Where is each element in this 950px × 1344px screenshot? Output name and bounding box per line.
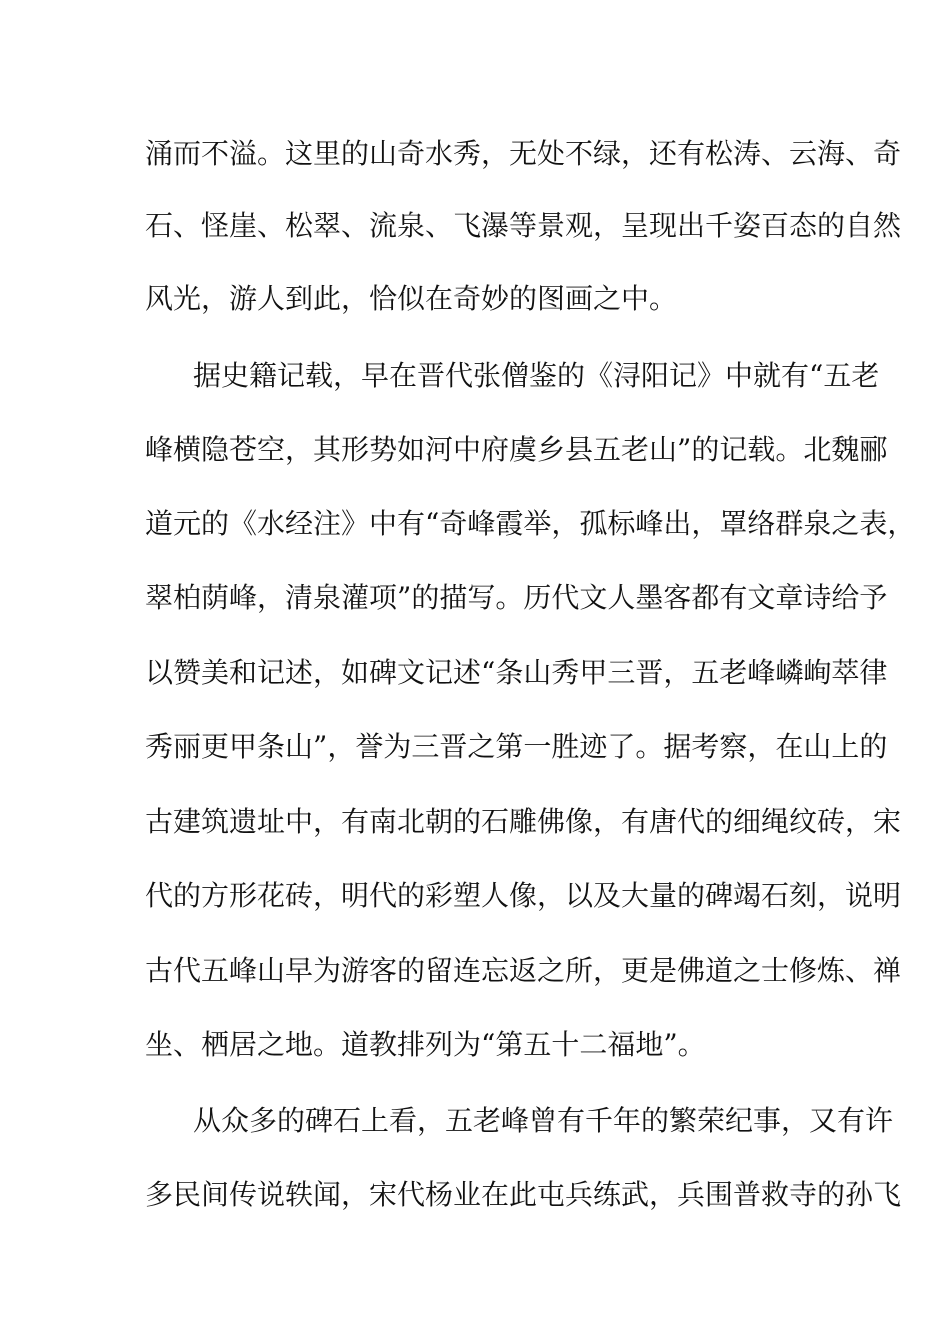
text-line: 石、怪崖、松翠、流泉、飞瀑等景观，呈现出千姿百态的自然 [145, 209, 902, 242]
text-line: 代的方形花砖，明代的彩塑人像，以及大量的碑竭石刻，说明 [145, 879, 902, 912]
paragraph-first-line: 据史籍记载，早在晋代张僧鉴的《浔阳记》中就有“五老 [193, 359, 880, 392]
text-line: 坐、栖居之地。道教排列为“第五十二福地”。 [145, 1028, 706, 1061]
text-line: 秀丽更甲条山”，誉为三晋之第一胜迹了。据考察，在山上的 [145, 730, 888, 763]
text-line: 古代五峰山早为游客的留连忘返之所，更是佛道之士修炼、禅 [145, 954, 902, 987]
text-line: 道元的《水经注》中有“奇峰霞举，孤标峰出，罩络群泉之表， [145, 507, 916, 540]
text-line: 翠柏荫峰，清泉灌项”的描写。历代文人墨客都有文章诗给予 [145, 581, 888, 614]
text-line: 古建筑遗址中，有南北朝的石雕佛像，有唐代的细绳纹砖，宋 [145, 805, 902, 838]
paragraph-first-line: 从众多的碑石上看，五老峰曾有千年的繁荣纪事，又有许 [193, 1104, 894, 1137]
text-line: 以赞美和记述，如碑文记述“条山秀甲三晋，五老峰嶙峋萃律 [145, 656, 888, 689]
text-line: 峰横隐苍空，其形势如河中府虞乡县五老山”的记载。北魏郦 [145, 433, 888, 466]
text-line: 涌而不溢。这里的山奇水秀，无处不绿，还有松涛、云海、奇 [145, 137, 902, 170]
text-line: 风光，游人到此，恰似在奇妙的图画之中。 [145, 282, 678, 315]
text-line: 多民间传说轶闻，宋代杨业在此屯兵练武，兵围普救寺的孙飞 [145, 1178, 902, 1211]
